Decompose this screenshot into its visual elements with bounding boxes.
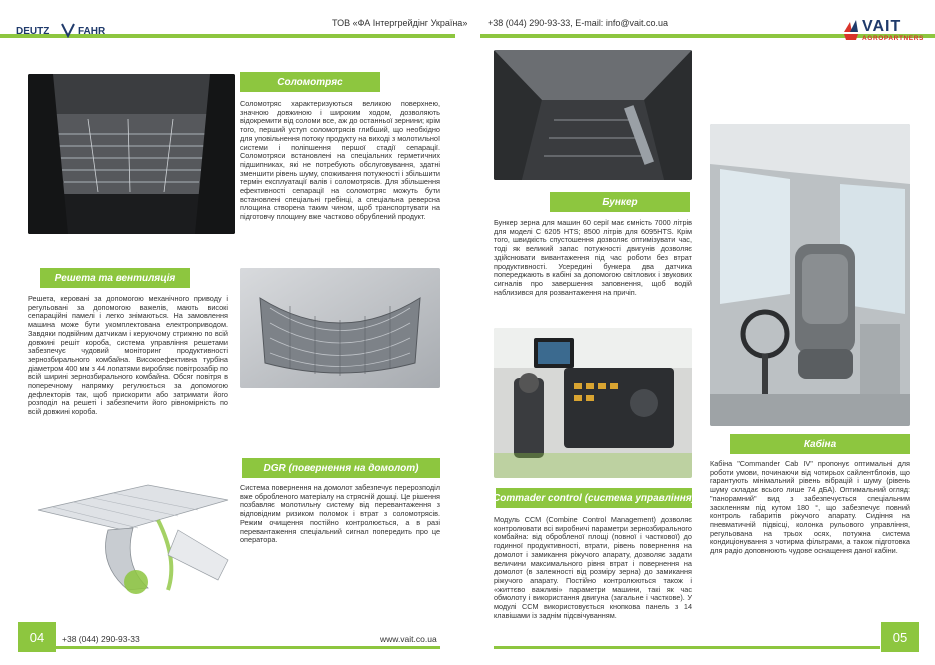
vait-logo-sub: AGROPARTNERS — [862, 35, 924, 42]
control-text: Модуль ССМ (Combine Control Management) дозволяє контролювати всі виробничі параметри зернозбирального комбайна: від обробленої площі (повної і часткової) до годинної продуктивності, втрати, рівень повернення на домолот і замикання ріжучого апарату, дозволяє задати величини максимального рівня втрат і повернення на домолот (в залежності від розміру зерна) до замикання ріжучого апарату. Постійно контролюються також і «життєво важливі» параметри машини, такі як час обмолоту і використання двигуна (загальне і часткове). У модулі ССМ використовується кнопкова панель з 14 клавішами із заднім підсвічуванням. — [494, 515, 692, 620]
dgr-diagram-photo — [28, 470, 238, 605]
section-title-solomotriys: Соломотряс — [240, 72, 380, 92]
solomotriys-text: Соломотряс характеризуються великою поверхнею, значною довжиною і широким ходом, дозволяють відокремити від соломи все, аж до останньої зернини; крім того, перший уступ соломотрясів глибший, що необхідно для уповільнення потоку продукту на виході з молотильної системи і поліпшення першої стадії сепарації. Соломотряси встановлені на спеціальних герметичних підшипниках, які не потребують обслуговування, здатні зменшити рівень шуму, споживання потужності і збільшити термін експлуатації валів і соломотрясів. Для збільшення ефективності сепарації на соломотряс можуть бути встановлені спеціальні гребінці, а спеціальна реверсна площина створена таким чином, щоб транспортувати на підготовчу площину вже частково обрублений продукт. — [240, 99, 440, 222]
resheta-text: Решета, керовані за допомогою механічного приводу і регульовані за допомогою важелів, мають високі сепараційні памелі і легко знімаються. На замовлення машина може бути укомплектована електроприводом. Завдяки подвійним датчикам і керуючому стрижню по всій довжині решіт короба, система управління решетами забезпечує чудовий моніторинг продуктивності зернозбирального комбайна. Високоефективна турбіна діаметром 400 мм з 44 лопатями виробляє повітрозабір по всій ширині зернозбирального комбайна. Обсяг повітря в поперечному напрямку регулюється за допомогою дефлекторів так, щоб прискорити або затримати його розподіл на решеті і забезпечити його рівномірність по всій довжині короба. — [28, 294, 228, 417]
straw-walker-photo — [28, 74, 235, 234]
svg-text:FAHR: FAHR — [78, 26, 106, 37]
deutz-fahr-logo — [16, 22, 120, 38]
section-title-kabina: Кабіна — [730, 434, 910, 454]
vait-logo-main: VAIT — [862, 18, 902, 35]
header-company: ТОВ «ФА Інтергрейдінг Україна» — [332, 18, 468, 28]
header-contacts: +38 (044) 290-93-33, E-mail: info@vait.co.ua — [488, 18, 668, 28]
section-title-dgr: DGR (повернення на домолот) — [242, 458, 440, 478]
kabina-text: Кабіна "Commander Cab IV" пропонує оптимальні для роботи умови, починаючи від чотирьох сайлентблоків, що гарантують мінімальний рівень вібрацій і шуму (рівень шуму складає всього лише 74 дБА). Оптимальний огляд: "панорамний" вид з забезпечується спеціальним заскленням під кутом 180 °, що забезпечує повний контроль габаритів ріжучого апарату. Сидіння на пневматичній підвісці, колонка рульового управління, регульована на трьох осях, потужна система кондиціонування з чотирма фільтрами, а також підготовка для радіо доповнюють чудове оснащення даної кабіни. — [710, 459, 910, 556]
footer-rule-left — [55, 646, 440, 649]
dgr-text: Система повернення на домолот забезпечує перерозподіл вже обробленого матеріалу на стрясній дошці. Це рішення позбавляє молотильну систему від перевантаження з відповідним ризиком поломок і втрат з соломотрясів. Режим очищення постійно контролюється, а в разі перевантаження спеціальний сигнал попередить про це оператора. — [240, 483, 440, 545]
svg-text:DEUTZ: DEUTZ — [16, 26, 50, 37]
section-title-resheta: Решета та вентиляція — [40, 268, 190, 288]
bunker-text: Бункер зерна для машин 60 серії має ємність 7000 літрів для моделі С 6205 HTS; 8500 літрів для 6095HTS. Крім того, швидкість спустошення дозволяє оптимізувати час, тоді як великий запас потужності двигунів дозволяє здійснювати вивантаження під час роботи без втрат продуктивності. Усередині бункера два датчика попереджають в кабіні за допомогою світлових і звукових сигналів про завершення заповнення, щоб водій наблизився для розвантаження на причіп. — [494, 218, 692, 297]
section-title-control: Commader control (система управління) — [496, 488, 692, 508]
vait-logo — [842, 18, 932, 44]
bunker-photo — [494, 50, 692, 180]
page-number-left: 04 — [18, 622, 56, 652]
footer-phone: +38 (044) 290-93-33 — [62, 634, 140, 644]
footer-rule-right — [494, 646, 880, 649]
section-title-bunker: Бункер — [550, 192, 690, 212]
cabin-photo — [710, 124, 910, 426]
sieve-photo — [240, 268, 440, 388]
control-panel-photo — [494, 328, 692, 478]
footer-website[interactable]: www.vait.co.ua — [380, 634, 437, 644]
page-number-right: 05 — [881, 622, 919, 652]
